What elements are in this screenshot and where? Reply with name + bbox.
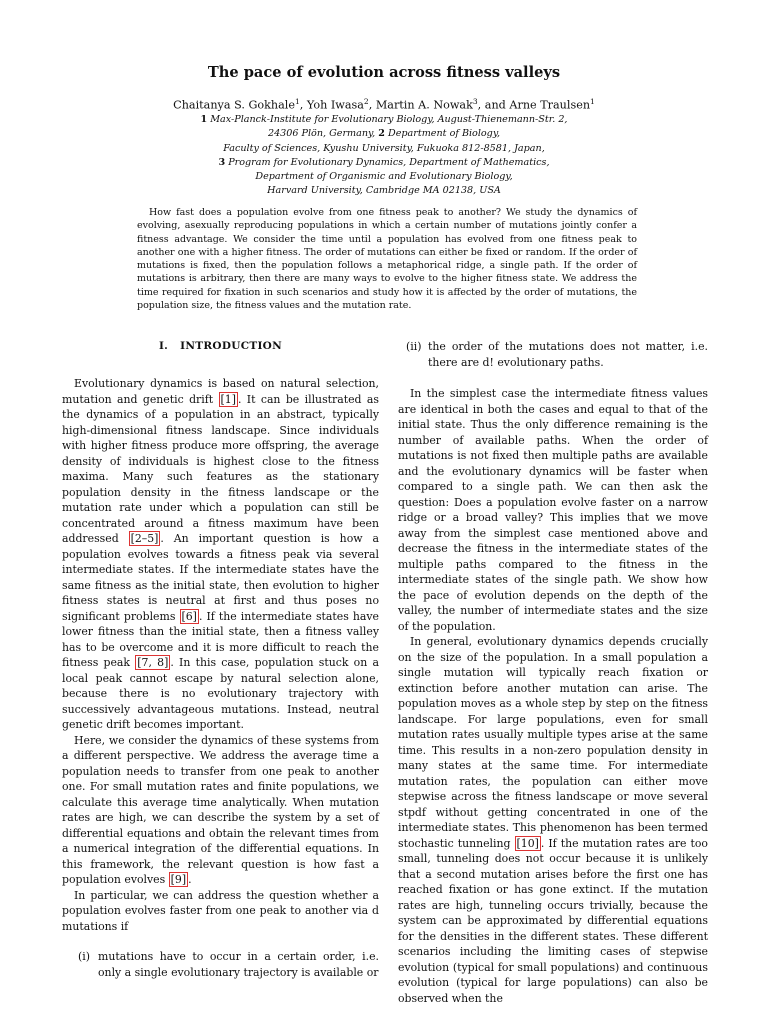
citation-link[interactable]	[169, 872, 188, 887]
intro-paragraph: In particular, we can address the question whether a population evolves faster from one peak to another via d mutations if	[62, 888, 379, 933]
affiliation-line	[0, 156, 768, 170]
paper-title: The pace of evolution across fitness valleys	[207, 64, 561, 81]
intro-paragraph	[62, 376, 379, 733]
author-name: Chaitanya S. Gokhale	[173, 98, 296, 112]
list-label: (ii)	[406, 340, 422, 353]
list-text: mutations have to occur in a certain order, i.e. only a single evolutionary trajectory is available or	[98, 950, 379, 979]
paragraph-text: . In this case, population stuck on a local peak cannot escape by natural selection alone, because there is no evolutionary trajectory with successively advantageous mutations. Instead, neutral genetic drift becomes important.	[62, 656, 379, 731]
affiliation-number: 3	[218, 156, 226, 168]
citation-link[interactable]	[515, 836, 541, 851]
section-title: INTRODUCTION	[180, 340, 283, 352]
intro-paragraph: In the simplest case the intermediate fitness values are identical in both the cases and equal to that of the initial state. Thus the only difference remaining is the number of available paths. When the order of mutations is not fixed then multiple paths are available and the evolutionary dynamics will be faster when compared to a single path. We can then ask the question: Does a population evolve faster on a narrow ridge or a broad valley? This implies that we move away from the simplest case mentioned above and decrease the fitness in the intermediate states of the multiple paths compared to the fitness in the intermediate states of the single path. We show how the pace of evolution depends on the depth of the valley, the number of intermediate states and the size of the population.	[398, 387, 708, 633]
author-affiliation-mark: 1	[295, 97, 300, 106]
citation-text: [10]	[516, 836, 539, 850]
list-label: (i)	[78, 950, 90, 963]
citation-link[interactable]	[219, 392, 238, 407]
affiliation-number: 2	[378, 128, 385, 140]
paragraph-text: Evolutionary dynamics is based on natural selection, mutation and genetic drift	[62, 377, 379, 406]
author-separator: ,	[368, 98, 376, 112]
paragraph-text: In general, evolutionary dynamics depends crucially on the size of the population. In a small population a single mutation will typically reach fixation or extinction before another mutation can arise. The population moves as a whole step by step on the fitness landscape. For large populations, even for small mutation rates usually multiple types arise at the same time. This results in a non-zero population density in many states at the same time. For intermediate mutation rates, the population can either move stepwise across the fitness landscape or move several stpdf without getting concentrated in one of the intermediate states. This phenomenon has been termed stochastic tunneling	[398, 635, 708, 850]
citation-text: [6]	[181, 609, 197, 623]
left-column	[62, 339, 379, 980]
paragraph-text: Here, we consider the dynamics of these systems from a different perspective. We address the average time a population needs to transfer from one peak to another one. For small mutation rates and finite populations, we calculate this average time analytically. When mutation rates are high, we can describe the system by a set of differential equations and obtain the relevant times from a numerical integration of the differential equations. In this framework, the relevant question is how fast a population evolves	[62, 733, 379, 886]
citation-text: [2–5]	[130, 532, 159, 545]
affiliation-text: Program for Evolutionary Dynamics, Department of Mathematics,	[225, 156, 550, 168]
affiliation-line: Harvard University, Cambridge MA 02138, USA	[267, 185, 501, 197]
paragraph-text: . If the intermediate states have lower fitness than the initial state, then a fitness valley has to be overcome and it is more difficult to reach the fitness peak	[62, 609, 379, 669]
intro-paragraph	[398, 634, 708, 1006]
author-separator: , and	[477, 98, 510, 112]
paragraph-text: . It can be illustrated as the dynamics of a population in an abstract, typically high-dimensional fitness landscape. Since individuals with higher fitness produce more offspring, the average density of individuals is highest close to the fitness maxima. Many such features as the stationary population density in the fitness landscape or the mutation rate under which a population can still be concentrated around a fitness maximum have been addressed	[62, 392, 379, 545]
author-affiliation-mark: 3	[472, 97, 478, 106]
citation-text: [7, 8]	[137, 656, 169, 669]
abstract: How fast does a population evolve from one fitness peak to another? We study the dynamics of evolving, asexually reproducing populations in which a certain number of mutations jointly confer a fitness advantage. We consider the time until a population has evolved from one fitness peak to another one with a higher fitness. The order of mutations can either be fixed or random. If the order of mutations is fixed, then the population follows a metaphorical ridge, a single path. If the order of mutations is arbitrary, then there are many ways to evolve to the higher fitness state. We address the time required for fixation in such scenarios and study how it is affected by the order of mutations, the population size, the fitness values and the mutation rate.	[137, 207, 637, 312]
list-item	[398, 339, 708, 370]
right-column	[398, 339, 708, 1006]
list-item	[62, 949, 379, 980]
intro-paragraph	[62, 733, 379, 888]
citation-link[interactable]	[180, 609, 199, 624]
affiliation-text: Max-Planck-Institute for Evolutionary Biology, August-Thienemann-Str. 2,	[207, 114, 568, 125]
author-affiliation-mark: 2	[363, 97, 369, 106]
citation-link[interactable]	[129, 531, 161, 546]
author-separator: ,	[299, 98, 307, 112]
section-number: I.	[158, 340, 169, 352]
paragraph-text: . If the mutation rates are too small, tunneling does not occur because it is unlikely that a second mutation arises before the first one has reached fixation or has gone extinct. If the mutation rates are high, tunneling occurs trivially, because the system can be approximated by differential equations for the densities in the different states. These different scenarios including the limiting cases of stepwise evolution (typical for small populations) and continuous evolution (typical for large populations) can also be observed when the	[398, 836, 708, 1005]
citation-text: [1]	[220, 392, 236, 406]
author-name: Yoh Iwasa	[306, 98, 364, 112]
list-text: the order of the mutations does not matter, i.e. there are d! evolutionary paths.	[428, 340, 708, 369]
author-name: Arne Traulsen	[509, 98, 591, 112]
affiliation-line	[0, 127, 768, 141]
affiliation-text: Department of Biology,	[384, 128, 501, 140]
affiliation-line	[0, 113, 768, 127]
section-heading	[62, 339, 379, 354]
affiliation-number: 1	[200, 114, 208, 125]
citation-link[interactable]	[135, 655, 170, 670]
author-name: Martin A. Nowak	[375, 98, 473, 112]
affiliations	[0, 113, 768, 199]
author-list	[0, 97, 768, 112]
author-affiliation-mark: 1	[590, 97, 595, 106]
affiliation-line: Department of Organismic and Evolutionary Biology,	[255, 171, 513, 183]
citation-text: [9]	[170, 873, 187, 886]
affiliation-text: 24306 Plön, Germany,	[267, 128, 379, 140]
paragraph-text: .	[188, 873, 192, 886]
affiliation-line: Faculty of Sciences, Kyushu University, Fukuoka 812-8581, Japan,	[223, 142, 545, 154]
paragraph-text: . An important question is how a population evolves towards a fitness peak via several intermediate states. If the intermediate states have the same fitness as the initial state, then evolution to higher fitness states is neutral at first and thus poses no significant problems	[62, 532, 379, 623]
